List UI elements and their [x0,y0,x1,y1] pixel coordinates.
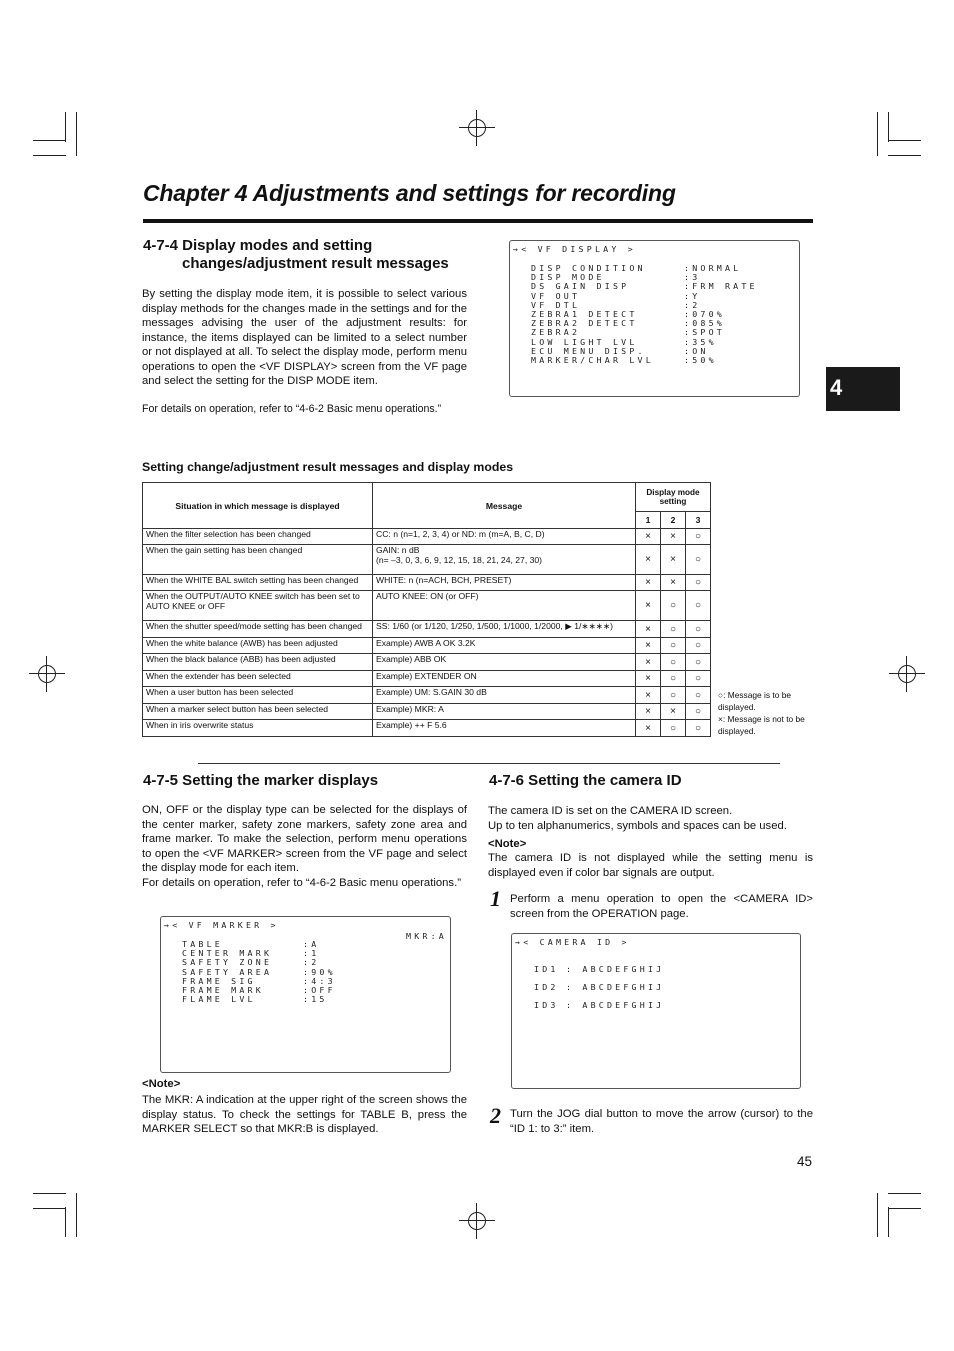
vf-display-row-label: DISP MODE [531,272,605,283]
vf-display-row-value: :ON [684,345,709,356]
situation-cell: When the OUTPUT/AUTO KNEE switch has been set to AUTO KNEE or OFF [143,591,373,621]
section-476-body: The camera ID is set on the CAMERA ID screen. Up to ten alphanumerics, symbols and spaces can be used. [488,805,787,832]
vf-marker-row-value: :1 [303,948,320,959]
vf-marker-row-value: :A [303,939,320,949]
mode-1-mark: × [636,529,661,545]
header-mode-1: 1 [636,512,661,529]
section-title-474: 4-7-4 Display modes and setting changes/adjustment result messages [143,237,449,272]
mode-2-mark: ○ [661,591,686,621]
table-row [143,704,711,720]
vf-marker-status: MKR:A [406,931,447,941]
vf-display-row-value: :2 [684,299,701,310]
table-row [143,529,711,545]
mode-2-mark: × [661,545,686,575]
table-title: Setting change/adjustment result messages and display modes [142,460,514,474]
mode-3-mark: ○ [686,575,711,591]
vf-display-screen [509,240,800,397]
mode-3-mark: ○ [686,720,711,737]
camera-id-title: →< CAMERA ID > [515,937,630,947]
vf-display-row-value: :085% [684,318,725,329]
situation-cell: When the white balance (AWB) has been adjusted [143,638,373,654]
message-cell: Example) AWB A OK 3.2K [373,638,636,654]
camera-id-row-label: ID1 [534,964,559,974]
mode-2-mark: × [661,575,686,591]
registration-mark-bottom [459,1203,495,1239]
registration-mark-left [29,656,65,692]
camera-id-row-value: : ABCDEFGHIJ [566,964,665,974]
vf-display-row-label: ZEBRA1 DETECT [531,309,638,319]
message-cell: Example) EXTENDER ON [373,671,636,687]
section-474-body: By setting the display mode item, it is possible to select various display methods for the changes made in the settings and for the messages advising the user of the adjustment results: for instance, the items displayed can be limited to a select number or not displayed at all. To select the display mode, perform menu operations to open the <VF DISPLAY> screen from the VF page and select the setting for the DISP MODE item. [142,288,467,387]
chapter-tab: 4 [826,367,900,411]
legend-not-display-icon: × [718,714,723,724]
camera-id-row-label: ID2 [534,982,559,992]
legend-display-icon: ○ [718,690,724,700]
vf-marker-row-label: FRAME SIG [182,975,256,986]
message-cell: GAIN: n dB (n= –3, 0, 3, 6, 9, 12, 15, 18, 21, 24, 27, 30) [373,545,636,575]
vf-marker-row-label: CENTER MARK [182,948,273,959]
step-2-number: 2 [490,1103,501,1128]
situation-cell: When the WHITE BAL switch setting has been changed [143,575,373,591]
message-cell: Example) MKR: A [373,704,636,720]
mode-2-mark: × [661,529,686,545]
vf-display-row-value: :50% [684,355,717,365]
situation-cell: When the black balance (ABB) has been adjusted [143,654,373,671]
mode-2-mark: ○ [661,720,686,737]
vf-marker-row-label: FLAME LVL [182,994,256,1005]
vf-display-row-label: MARKER/CHAR LVL [531,355,654,365]
vf-marker-row-value: :90% [303,966,336,977]
mode-3-mark: ○ [686,591,711,621]
mode-1-mark: × [636,720,661,737]
header-message: Message [373,483,636,529]
table-legend [718,689,818,737]
note-475-text: The MKR: A indication at the upper right of the screen shows the display status. To check the settings for TABLE B, press the MARKER SELECT so that MKR:B is displayed. [142,1094,467,1135]
message-cell: Example) UM: S.GAIN 30 dB [373,687,636,704]
situation-cell: When the extender has been selected [143,671,373,687]
mode-2-mark: ○ [661,654,686,671]
mode-1-mark: × [636,671,661,687]
vf-display-row-label: ZEBRA2 DETECT [531,318,638,329]
message-cell: WHITE: n (n=ACH, BCH, PRESET) [373,575,636,591]
camera-id-row-label: ID3 [534,1000,559,1010]
vf-marker-row-value: :4:3 [303,975,336,986]
step-1-text: Perform a menu operation to open the <CAMERA ID> screen from the OPERATION page. [510,893,813,920]
message-cell: SS: 1/60 (or 1/120, 1/250, 1/500, 1/1000, 1/2000, ▶ 1/∗∗∗∗) [373,621,636,638]
mode-1-mark: × [636,591,661,621]
section-title-475: 4-7-5 Setting the marker displays [143,772,379,789]
mode-3-mark: ○ [686,687,711,704]
vf-display-row-value: :35% [684,336,717,347]
mode-3-mark: ○ [686,621,711,638]
vf-marker-row-value: :2 [303,957,320,968]
vf-display-row-label: ZEBRA2 [531,327,581,338]
mode-3-mark: ○ [686,654,711,671]
section-474-ref: For details on operation, refer to “4-6-2 Basic menu operations.” [142,403,442,415]
mode-3-mark: ○ [686,638,711,654]
vf-marker-row-label: FRAME MARK [182,985,264,995]
legend-display-text: : Message is to be displayed. [718,690,792,712]
vf-marker-row-value: :OFF [303,985,336,995]
message-cell: AUTO KNEE: ON (or OFF) [373,591,636,621]
situation-cell: When in iris overwrite status [143,720,373,737]
section-475-body: ON, OFF or the display type can be selected for the displays of the center marker, safety zone markers, safety zone area and frame marker. To make the selection, perform menu operations to open the <VF MARKER> screen from the VF page and select the display mode for each item. For details on operation, refer to “4-6-2 Basic menu operations.” [142,804,467,889]
section-divider [198,763,780,764]
table-row [143,621,711,638]
mode-1-mark: × [636,704,661,720]
chapter-title: Chapter 4 Adjustments and settings for recording [143,180,676,206]
message-table [142,482,711,737]
vf-display-row-value: :NORMAL [684,263,742,273]
message-cell: Example) ++ F 5.6 [373,720,636,737]
table-row [143,591,711,621]
section-title-476: 4-7-6 Setting the camera ID [489,772,682,789]
mode-2-mark: ○ [661,621,686,638]
step-2-text: Turn the JOG dial button to move the arrow (cursor) to the “ID 1: to 3:” item. [510,1108,813,1135]
table-row [143,638,711,654]
table-row [143,575,711,591]
table-row [143,671,711,687]
mode-2-mark: ○ [661,638,686,654]
vf-display-row-label: DISP CONDITION [531,263,646,273]
table-row [143,687,711,704]
vf-display-title: →< VF DISPLAY > [513,244,636,254]
vf-marker-row-label: SAFETY ZONE [182,957,273,968]
vf-display-row-value: :SPOT [684,327,725,338]
mode-1-mark: × [636,545,661,575]
step-1-number: 1 [490,886,501,911]
mode-2-mark: ○ [661,671,686,687]
registration-mark-top [459,110,495,146]
situation-cell: When the filter selection has been changed [143,529,373,545]
mode-1-mark: × [636,654,661,671]
legend-not-display-text: : Message is not to be displayed. [718,714,805,736]
header-mode-3: 3 [686,512,711,529]
mode-2-mark: ○ [661,687,686,704]
situation-cell: When a user button has been selected [143,687,373,704]
vf-marker-row-value: :15 [303,994,328,1005]
camera-id-row-value: : ABCDEFGHIJ [566,982,665,992]
vf-marker-screen [160,916,451,1073]
chapter-rule [143,219,813,223]
table-row [143,654,711,671]
situation-cell: When a marker select button has been selected [143,704,373,720]
vf-display-row-value: :3 [684,272,701,283]
table-row [143,545,711,575]
mode-3-mark: ○ [686,671,711,687]
camera-id-row-value: : ABCDEFGHIJ [566,1000,665,1010]
vf-display-row-label: DS GAIN DISP [531,281,630,292]
vf-marker-title: →< VF MARKER > [164,920,279,930]
vf-display-row-value: :Y [684,290,701,301]
vf-marker-row-label: TABLE [182,939,223,949]
mode-1-mark: × [636,687,661,704]
note-476-text: The camera ID is not displayed while the setting menu is displayed even if color bar signals are output. [488,852,813,879]
message-cell: Example) ABB OK [373,654,636,671]
vf-display-row-value: :FRM RATE [684,281,758,292]
registration-mark-right [889,656,925,692]
page-number: 45 [797,1154,813,1169]
vf-display-row-label: ECU MENU DISP. [531,345,646,356]
vf-marker-row-label: SAFETY AREA [182,966,273,977]
table-row [143,720,711,737]
vf-display-row-label: VF DTL [531,299,581,310]
mode-3-mark: ○ [686,704,711,720]
vf-display-row-label: VF OUT [531,290,581,301]
mode-3-mark: ○ [686,545,711,575]
note-476-heading: <Note> [488,838,527,850]
header-mode-2: 2 [661,512,686,529]
header-situation: Situation in which message is displayed [143,483,373,529]
situation-cell: When the shutter speed/mode setting has been changed [143,621,373,638]
mode-1-mark: × [636,638,661,654]
note-475-heading: <Note> [142,1078,181,1090]
mode-2-mark: × [661,704,686,720]
mode-1-mark: × [636,621,661,638]
mode-3-mark: ○ [686,529,711,545]
vf-display-row-value: :070% [684,309,725,319]
situation-cell: When the gain setting has been changed [143,545,373,575]
vf-display-row-label: LOW LIGHT LVL [531,336,638,347]
header-display-mode: Display mode setting [636,483,711,512]
message-cell: CC: n (n=1, 2, 3, 4) or ND: m (m=A, B, C, D) [373,529,636,545]
camera-id-screen [511,933,801,1089]
mode-1-mark: × [636,575,661,591]
